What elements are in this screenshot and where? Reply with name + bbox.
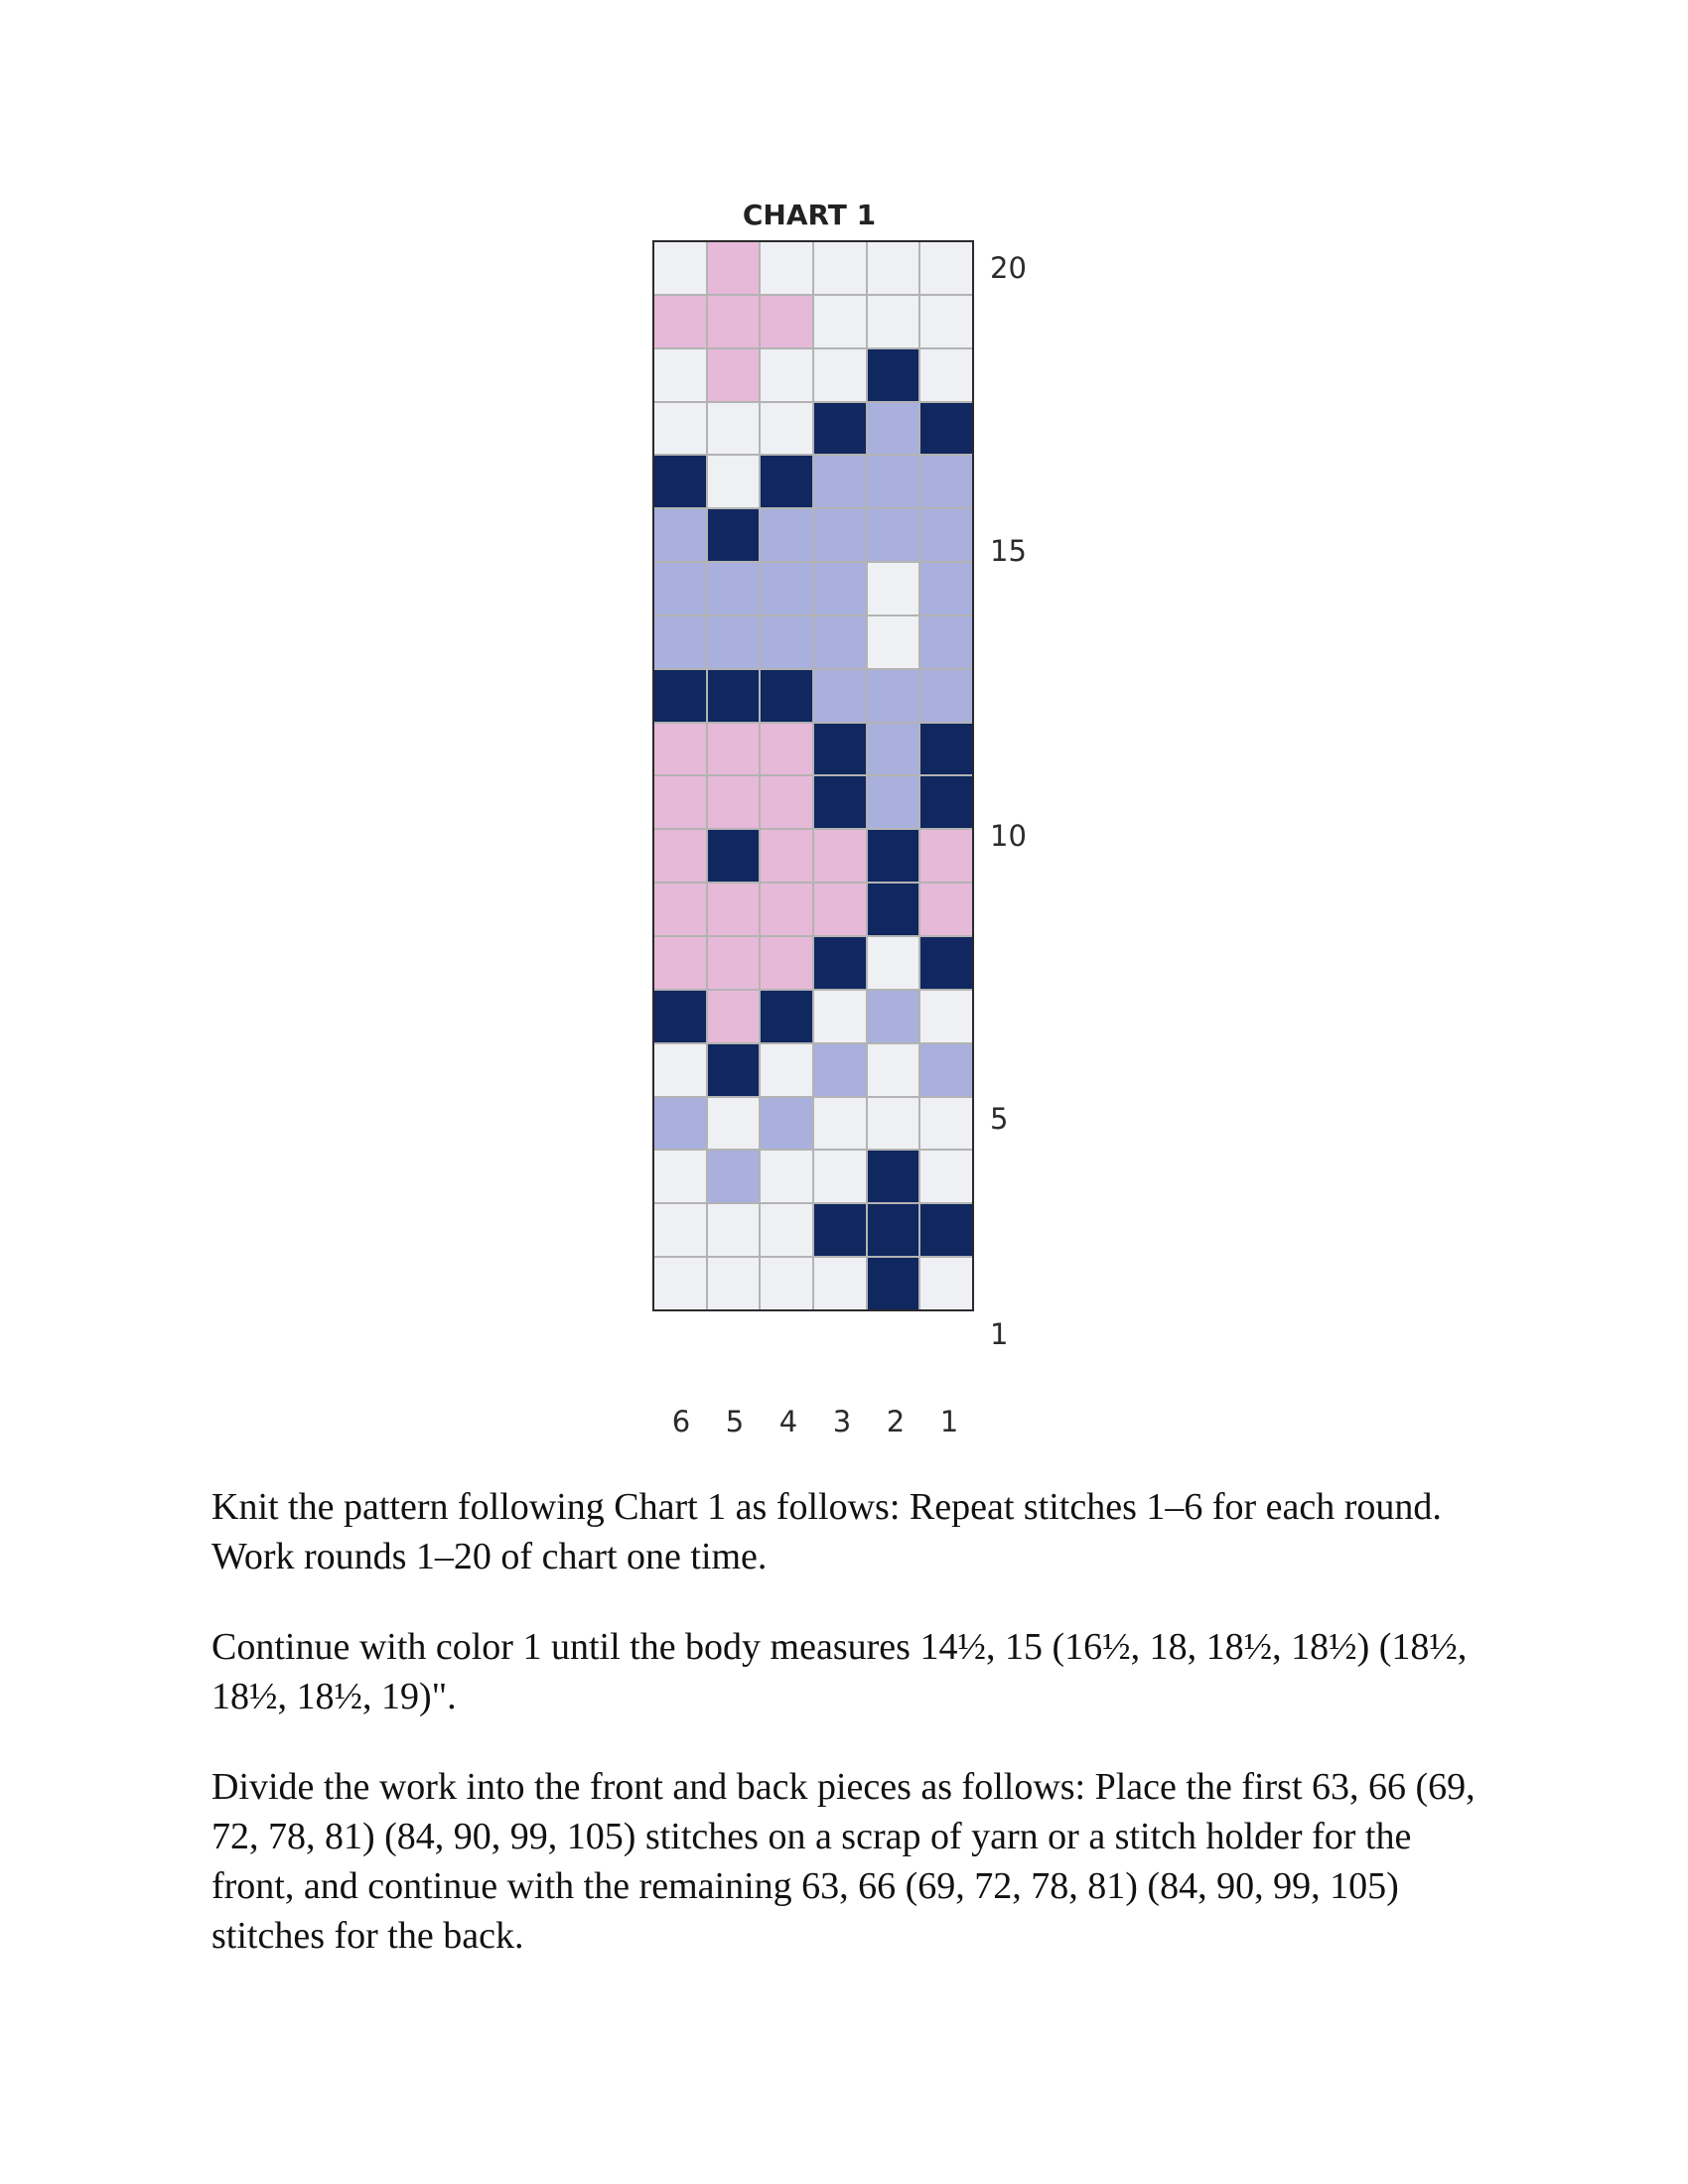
chart-cell-round-17-stitch-3: [814, 403, 866, 455]
chart-cell-round-6-stitch-3: [814, 991, 866, 1042]
chart-cell-round-12-stitch-2: [868, 670, 919, 722]
chart-cell-round-8-stitch-6: [654, 884, 706, 935]
chart-cell-round-1-stitch-6: [654, 1258, 706, 1309]
chart-cell-round-15-stitch-3: [814, 509, 866, 561]
chart-cell-round-13-stitch-6: [654, 616, 706, 668]
chart-cell-round-18-stitch-5: [708, 349, 760, 401]
chart-cell-round-2-stitch-4: [761, 1204, 812, 1256]
chart-grid: [652, 240, 974, 1311]
chart-cell-round-1-stitch-4: [761, 1258, 812, 1309]
chart-cell-round-17-stitch-2: [868, 403, 919, 455]
chart-cell-round-17-stitch-5: [708, 403, 760, 455]
chart-cell-round-9-stitch-3: [814, 830, 866, 882]
chart-cell-round-2-stitch-6: [654, 1204, 706, 1256]
chart-cell-round-18-stitch-6: [654, 349, 706, 401]
chart-cell-round-18-stitch-3: [814, 349, 866, 401]
chart-cell-round-3-stitch-3: [814, 1151, 866, 1202]
chart-cell-round-10-stitch-1: [920, 776, 972, 828]
chart-cell-round-7-stitch-1: [920, 937, 972, 989]
row-label-15: 15: [990, 534, 1027, 568]
chart-cell-round-12-stitch-5: [708, 670, 760, 722]
chart-cell-round-1-stitch-3: [814, 1258, 866, 1309]
chart-cell-round-19-stitch-6: [654, 296, 706, 347]
chart-cell-round-20-stitch-4: [761, 242, 812, 294]
chart-cell-round-2-stitch-5: [708, 1204, 760, 1256]
chart-cell-round-14-stitch-2: [868, 563, 919, 614]
chart-cell-round-18-stitch-2: [868, 349, 919, 401]
chart-cell-round-7-stitch-2: [868, 937, 919, 989]
chart-cell-round-13-stitch-1: [920, 616, 972, 668]
chart-cell-round-4-stitch-5: [708, 1098, 760, 1150]
chart-cell-round-12-stitch-4: [761, 670, 812, 722]
chart-cell-round-12-stitch-1: [920, 670, 972, 722]
column-label-3: 3: [832, 1405, 852, 1438]
chart-cell-round-11-stitch-5: [708, 724, 760, 775]
chart-cell-round-4-stitch-6: [654, 1098, 706, 1150]
chart-cell-round-10-stitch-5: [708, 776, 760, 828]
chart-cell-round-16-stitch-4: [761, 456, 812, 507]
chart-cell-round-20-stitch-3: [814, 242, 866, 294]
chart-cell-round-20-stitch-6: [654, 242, 706, 294]
chart-cell-round-16-stitch-5: [708, 456, 760, 507]
chart-cell-round-6-stitch-2: [868, 991, 919, 1042]
chart-cell-round-12-stitch-3: [814, 670, 866, 722]
chart-cell-round-9-stitch-4: [761, 830, 812, 882]
chart-figure: [645, 194, 1062, 1444]
chart-cell-round-5-stitch-3: [814, 1044, 866, 1096]
chart-cell-round-4-stitch-3: [814, 1098, 866, 1150]
row-label-10: 10: [990, 819, 1027, 853]
chart-cell-round-20-stitch-1: [920, 242, 972, 294]
chart-cell-round-20-stitch-2: [868, 242, 919, 294]
chart-cell-round-16-stitch-1: [920, 456, 972, 507]
chart-cell-round-6-stitch-1: [920, 991, 972, 1042]
chart-cell-round-20-stitch-5: [708, 242, 760, 294]
chart-cell-round-8-stitch-5: [708, 884, 760, 935]
chart-cell-round-5-stitch-5: [708, 1044, 760, 1096]
chart-cell-round-18-stitch-1: [920, 349, 972, 401]
column-label-1: 1: [939, 1405, 959, 1438]
chart-cell-round-15-stitch-2: [868, 509, 919, 561]
chart-cell-round-11-stitch-3: [814, 724, 866, 775]
chart-cell-round-16-stitch-6: [654, 456, 706, 507]
chart-cell-round-14-stitch-4: [761, 563, 812, 614]
chart-cell-round-13-stitch-2: [868, 616, 919, 668]
instruction-paragraph-body-length: Continue with color 1 until the body measures 14½, 15 (16½, 18, 18½, 18½) (18½, 18½, 18½, 19)".: [211, 1626, 1468, 1717]
row-label-5: 5: [990, 1102, 1009, 1136]
chart-cell-round-7-stitch-5: [708, 937, 760, 989]
chart-cell-round-17-stitch-4: [761, 403, 812, 455]
chart-cell-round-11-stitch-2: [868, 724, 919, 775]
chart-cell-round-5-stitch-2: [868, 1044, 919, 1096]
chart-cell-round-3-stitch-6: [654, 1151, 706, 1202]
chart-cell-round-7-stitch-6: [654, 937, 706, 989]
chart-title: CHART 1: [742, 199, 877, 231]
chart-cell-round-10-stitch-2: [868, 776, 919, 828]
chart-cell-round-8-stitch-4: [761, 884, 812, 935]
chart-cell-round-10-stitch-4: [761, 776, 812, 828]
chart-cell-round-16-stitch-2: [868, 456, 919, 507]
chart-cell-round-18-stitch-4: [761, 349, 812, 401]
chart-cell-round-10-stitch-6: [654, 776, 706, 828]
chart-cell-round-15-stitch-6: [654, 509, 706, 561]
chart-cell-round-13-stitch-5: [708, 616, 760, 668]
chart-cell-round-16-stitch-3: [814, 456, 866, 507]
chart-cell-round-19-stitch-2: [868, 296, 919, 347]
chart-cell-round-9-stitch-1: [920, 830, 972, 882]
chart-cell-round-11-stitch-6: [654, 724, 706, 775]
chart-cell-round-1-stitch-1: [920, 1258, 972, 1309]
chart-cell-round-17-stitch-6: [654, 403, 706, 455]
chart-cell-round-13-stitch-4: [761, 616, 812, 668]
chart-cell-round-13-stitch-3: [814, 616, 866, 668]
chart-cell-round-3-stitch-2: [868, 1151, 919, 1202]
chart-cell-round-9-stitch-5: [708, 830, 760, 882]
chart-cell-round-1-stitch-2: [868, 1258, 919, 1309]
column-label-6: 6: [671, 1405, 691, 1438]
chart-cell-round-14-stitch-3: [814, 563, 866, 614]
chart-cell-round-19-stitch-5: [708, 296, 760, 347]
chart-cell-round-11-stitch-1: [920, 724, 972, 775]
chart-cell-round-17-stitch-1: [920, 403, 972, 455]
chart-cell-round-3-stitch-1: [920, 1151, 972, 1202]
row-label-1: 1: [990, 1317, 1009, 1351]
chart-cell-round-1-stitch-5: [708, 1258, 760, 1309]
chart-cell-round-8-stitch-1: [920, 884, 972, 935]
chart-cell-round-6-stitch-4: [761, 991, 812, 1042]
chart-cell-round-8-stitch-2: [868, 884, 919, 935]
chart-cell-round-15-stitch-1: [920, 509, 972, 561]
chart-cell-round-14-stitch-5: [708, 563, 760, 614]
chart-cell-round-5-stitch-4: [761, 1044, 812, 1096]
column-label-5: 5: [725, 1405, 745, 1438]
instruction-paragraph-divide: Divide the work into the front and back pieces as follows: Place the first 63, 66 (69, 72, 78, 81) (84, 90, 99, 105) stitches on a scrap of yarn or a stitch holder for the front, and continue with the remaining 63, 66 (69, 72, 78, 81) (84, 90, 99, 105) stitches for the back.: [211, 1766, 1476, 1957]
chart-cell-round-4-stitch-4: [761, 1098, 812, 1150]
column-label-2: 2: [886, 1405, 906, 1438]
chart-cell-round-14-stitch-6: [654, 563, 706, 614]
chart-cell-round-9-stitch-6: [654, 830, 706, 882]
chart-cell-round-12-stitch-6: [654, 670, 706, 722]
chart-cell-round-6-stitch-6: [654, 991, 706, 1042]
chart-cell-round-4-stitch-2: [868, 1098, 919, 1150]
chart-cell-round-2-stitch-1: [920, 1204, 972, 1256]
instruction-paragraph-chart: Knit the pattern following Chart 1 as follows: Repeat stitches 1–6 for each round. Work rounds 1–20 of chart one time.: [211, 1486, 1442, 1577]
chart-cell-round-11-stitch-4: [761, 724, 812, 775]
chart-cell-round-14-stitch-1: [920, 563, 972, 614]
column-label-4: 4: [778, 1405, 798, 1438]
row-label-20: 20: [990, 251, 1027, 285]
chart-cell-round-7-stitch-4: [761, 937, 812, 989]
chart-cell-round-15-stitch-5: [708, 509, 760, 561]
chart-cell-round-5-stitch-6: [654, 1044, 706, 1096]
chart-cell-round-19-stitch-3: [814, 296, 866, 347]
chart-cell-round-19-stitch-1: [920, 296, 972, 347]
chart-cell-round-2-stitch-3: [814, 1204, 866, 1256]
chart-cell-round-9-stitch-2: [868, 830, 919, 882]
chart-cell-round-3-stitch-4: [761, 1151, 812, 1202]
chart-cell-round-8-stitch-3: [814, 884, 866, 935]
chart-cell-round-19-stitch-4: [761, 296, 812, 347]
chart-cell-round-15-stitch-4: [761, 509, 812, 561]
chart-cell-round-3-stitch-5: [708, 1151, 760, 1202]
chart-cell-round-5-stitch-1: [920, 1044, 972, 1096]
chart-cell-round-6-stitch-5: [708, 991, 760, 1042]
chart-cell-round-10-stitch-3: [814, 776, 866, 828]
chart-cell-round-2-stitch-2: [868, 1204, 919, 1256]
chart-cell-round-7-stitch-3: [814, 937, 866, 989]
chart-cell-round-4-stitch-1: [920, 1098, 972, 1150]
